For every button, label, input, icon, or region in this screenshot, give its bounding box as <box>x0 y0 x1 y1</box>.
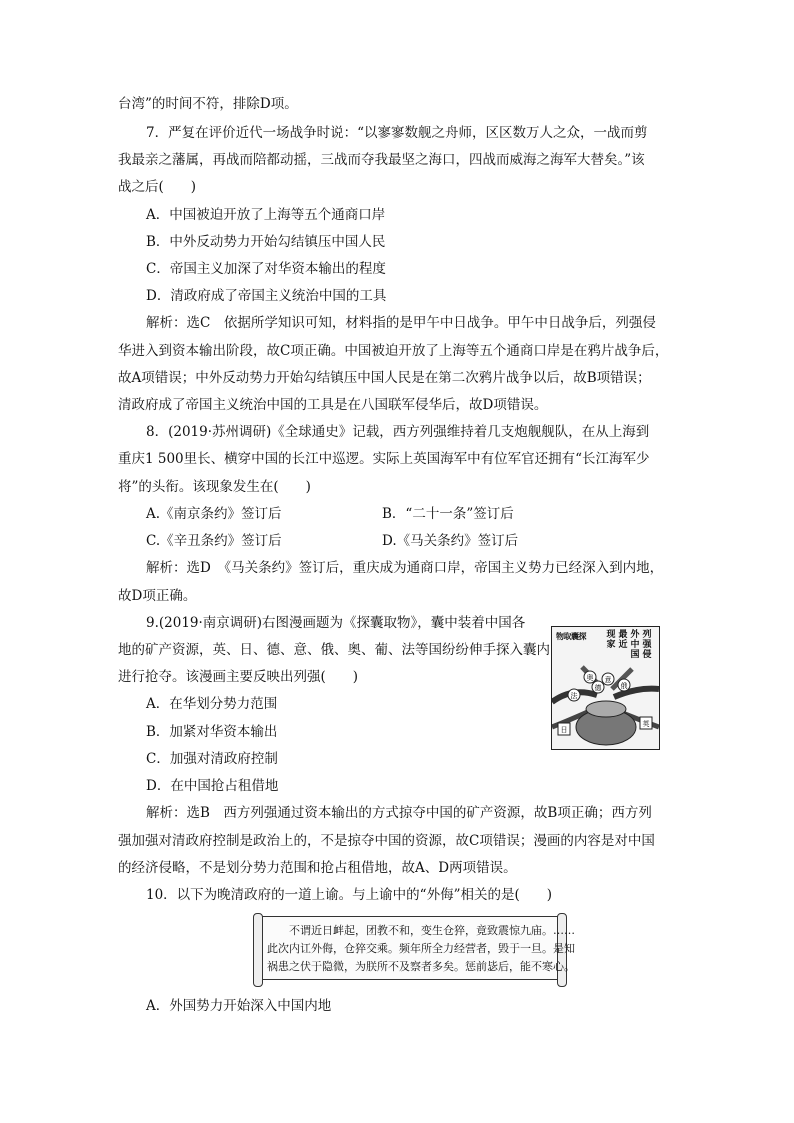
option-b: B．加紧对华资本输出 <box>146 724 278 740</box>
option-b: B．中外反动势力开始勾结镇压中国人民 <box>146 234 386 250</box>
option-a: A．中国被迫开放了上海等五个通商口岸 <box>146 207 386 223</box>
option-b: B．“二十一条”签订后 <box>382 506 514 522</box>
question-9-stem: 9.(2019·南京调研)右图漫画题为《探囊取物》，囊中装着中国各 <box>146 615 526 631</box>
option-d: D．清政府成了帝国主义统治中国的工具 <box>146 288 387 304</box>
cartoon-label: 意 <box>604 676 612 684</box>
option-d: D．在中国抢占租借地 <box>146 778 279 794</box>
edict-line: 此次内讧外侮，仓猝交乘。频年所全力经营者，毁于一旦。是知 <box>267 942 575 955</box>
cartoon-label: 法 <box>570 692 578 700</box>
answer-explanation: 解析：选D 《马关条约》签订后，重庆成为通商口岸，帝国主义势力已经深入到内地， <box>146 560 664 576</box>
cartoon-drawing <box>552 627 659 749</box>
question-9-stem: 进行抢夺。该漫画主要反映出列强( ) <box>118 669 359 685</box>
edict-line: 不谓近日衅起，团教不和，变生仓猝，竟致震惊九庙。…… <box>289 924 575 937</box>
cartoon-caption: 外中国 <box>630 630 640 660</box>
cartoon-label: 俄 <box>620 682 628 690</box>
question-7-stem: 战之后( ) <box>118 179 197 195</box>
option-a: A．在华划分势力范围 <box>146 696 278 712</box>
edict-scroll <box>258 916 575 980</box>
answer-explanation: 故D项正确。 <box>118 588 197 604</box>
cartoon-label: 奥 <box>586 674 594 682</box>
cartoon-label: 日 <box>560 726 568 734</box>
question-8-stem: 8．(2019·苏州调研)《全球通史》记载，西方列强维持着几支炮舰舰队，在从上海到 <box>146 424 650 440</box>
cartoon-caption: 最近 <box>618 630 628 650</box>
question-10-stem: 10．以下为晚清政府的一道上谕。与上谕中的“外侮”相关的是( ) <box>146 887 553 903</box>
answer-explanation: 解析：选C 依据所学知识可知，材料指的是甲午中日战争。甲午中日战争后，列强侵 <box>146 315 656 331</box>
question-9-stem: 地的矿产资源，英、日、德、意、俄、奥、葡、法等国纷纷伸手探入囊内 <box>118 642 550 658</box>
question-7-stem: 我最亲之藩属，再战而陪都动摇，三战而夺我最坚之海口，四战而威海之海军大替矣。”该 <box>118 152 645 168</box>
scroll-end <box>253 913 263 987</box>
answer-explanation: 强加强对清政府控制是政治上的，不是掠夺中国的资源，故C项错误；漫画的内容是对中国 <box>118 833 655 849</box>
edict-line: 祸患之伏于隐微，为朕所不及察者多矣。惩前毖后，能不寒心。 <box>267 960 575 973</box>
option-a: A.《南京条约》签订后 <box>146 506 282 522</box>
answer-explanation: 的经济侵略，不是划分势力范围和抢占租借地，故A、D两项错误。 <box>118 860 517 876</box>
question-8-stem: 将”的头衔。该现象发生在( ) <box>118 479 311 495</box>
cartoon-label: 德 <box>594 684 602 692</box>
option-c: C．帝国主义加深了对华资本输出的程度 <box>146 261 386 277</box>
option-d: D.《马关条约》签订后 <box>382 533 519 549</box>
cartoon-figure <box>551 626 660 750</box>
text-line: 台湾”的时间不符，排除D项。 <box>118 96 298 112</box>
option-c: C.《辛丑条约》签订后 <box>146 533 282 549</box>
question-7-stem: 7．严复在评价近代一场战争时说：“以寥寥数舰之舟师，区区数万人之众，一战而剪 <box>146 125 648 141</box>
cartoon-caption: 现家 <box>606 630 616 650</box>
cartoon-title: 物取囊探 <box>556 632 586 641</box>
option-a: A．外国势力开始深入中国内地 <box>146 998 332 1014</box>
cartoon-label: 英 <box>642 720 650 728</box>
answer-explanation: 解析：选B 西方列强通过资本输出的方式掠夺中国的矿产资源，故B项正确；西方列 <box>146 805 652 821</box>
option-c: C．加强对清政府控制 <box>146 751 278 767</box>
answer-explanation: 华进入到资本输出阶段，故C项正确。中国被迫开放了上海等五个通商口岸是在鸦片战争后， <box>118 343 669 359</box>
answer-explanation: 清政府成了帝国主义统治中国的工具是在八国联军侵华后，故D项错误。 <box>118 397 548 413</box>
question-8-stem: 重庆1 500里长、横穿中国的长江中巡逻。实际上英国海军中有位军官还拥有“长江海军少 <box>118 451 650 467</box>
cartoon-caption: 列强侵 <box>642 630 652 660</box>
answer-explanation: 故A项错误；中外反动势力开始勾结镇压中国人民是在第二次鸦片战争以后，故B项错误； <box>118 370 651 386</box>
